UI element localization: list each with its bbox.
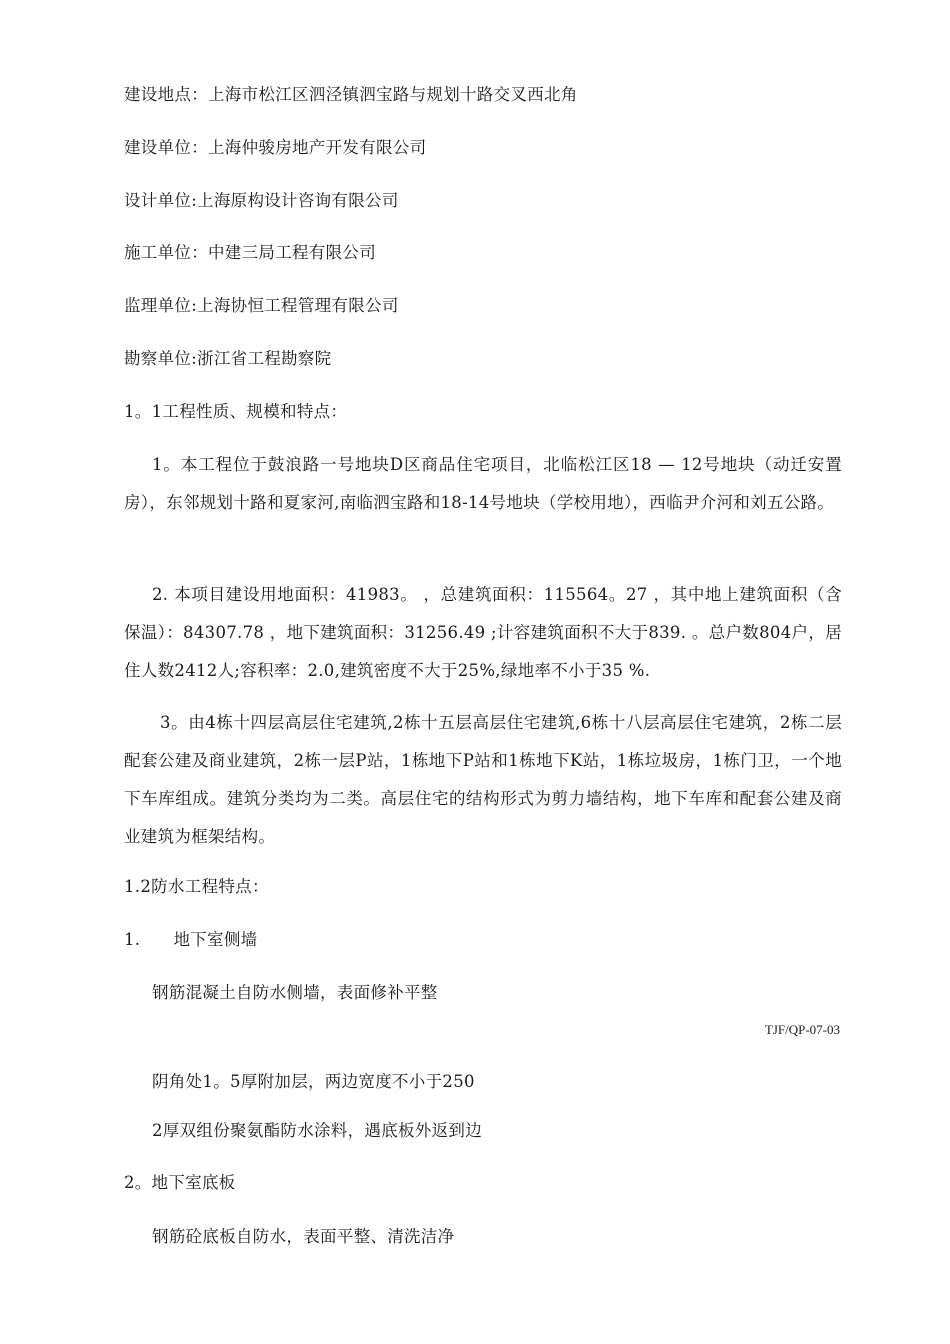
list-number: 1.: [124, 930, 141, 949]
paragraph-project-scale: 2. 本项目建设用地面积：41983。 ，总建筑面积：115564。27 ，其中地上建筑面积（含保温）：84307.78 ，地下建筑面积：31256.49 ;计容建筑面积不大于839. 。总户数804户，居住人数2412人;容积率：2.0,建筑密度不大于25%,绿地率不小于35 %.: [124, 585, 842, 680]
wall-waterproof-line-2: 阴角处1。5厚附加层，两边宽度不小于250: [152, 1072, 475, 1091]
design-unit: 设计单位:上海原构设计咨询有限公司: [124, 191, 399, 210]
list-item-basement-floor: 2。地下室底板: [124, 1173, 236, 1192]
list-item-basement-wall: [124, 929, 257, 951]
paragraph-project-location: 1。本工程位于鼓浪路一号地块D区商品住宅项目，北临松江区18 — 12号地块（动迁安置房），东邻规划十路和夏家河,南临泗宝路和18-14号地块（学校用地），西临尹介河和刘五公路。: [124, 455, 842, 512]
section-heading-1-2: 1.2防水工程特点：: [124, 877, 269, 896]
contractor-unit: 施工单位：中建三局工程有限公司: [124, 243, 376, 262]
construction-unit: 建设单位：上海仲骏房地产开发有限公司: [124, 138, 427, 157]
section-heading-1-1: 1。1工程性质、规模和特点：: [124, 402, 348, 421]
wall-waterproof-line-3: 2厚双组份聚氨酯防水涂料，遇底板外返到边: [152, 1121, 482, 1140]
site-location: 建设地点：上海市松江区泗泾镇泗宝路与规划十路交叉西北角: [124, 85, 578, 104]
wall-waterproof-line-1: 钢筋混凝土自防水侧墙，表面修补平整: [152, 983, 438, 1002]
survey-unit: 勘察单位:浙江省工程勘察院: [124, 349, 332, 368]
document-code: TJF/QP-07-03: [764, 1022, 840, 1037]
floor-waterproof-line-1: 钢筋砼底板自防水，表面平整、清洗洁净: [152, 1227, 455, 1246]
supervision-unit: 监理单位:上海协恒工程管理有限公司: [124, 296, 399, 315]
list-title: 地下室侧墙: [173, 930, 258, 949]
paragraph-building-composition: 3。由4栋十四层高层住宅建筑,2栋十五层高层住宅建筑,6栋十八层高层住宅建筑，2栋二层配套公建及商业建筑，2栋一层P站，1栋地下P站和1栋地下K站，1栋垃圾房，1栋门卫，一个地下车库组成。建筑分类均为二类。高层住宅的结构形式为剪力墙结构，地下车库和配套公建及商业建筑为框架结构。: [124, 713, 842, 846]
